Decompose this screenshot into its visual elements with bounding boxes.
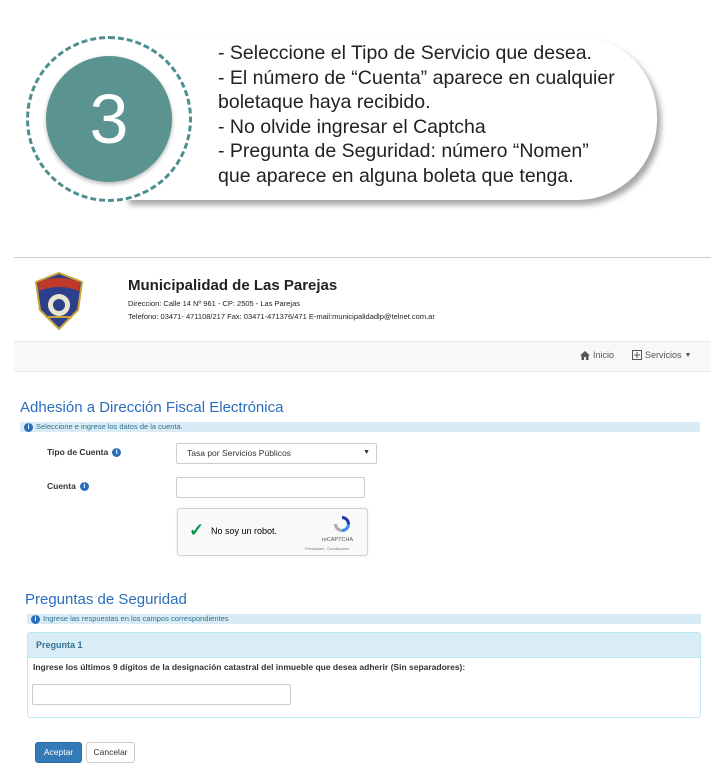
nav-home-label: Inicio <box>593 350 615 360</box>
instruction-line: - Seleccione el Tipo de Servicio que desea. <box>218 42 592 64</box>
caret-down-icon: ▼ <box>363 449 370 456</box>
header-divider <box>14 257 711 258</box>
security-answer-input[interactable] <box>32 684 291 705</box>
caret-down-icon: ▼ <box>684 351 692 359</box>
section-title-adhesion: Adhesión a Dirección Fiscal Electrónica <box>20 399 284 416</box>
recaptcha-label: No soy un robot. <box>211 526 278 536</box>
step-callout <box>0 0 714 230</box>
question-text: Ingrese los últimos 9 dígitos de la designación catastral del inmueble que desea adherir (Sin separadores): <box>33 662 466 672</box>
instruction-line: - El número de “Cuenta” aparece en cualquier <box>218 66 615 89</box>
municipality-title: Municipalidad de Las Parejas <box>128 277 338 294</box>
nav-services-dropdown[interactable] <box>632 350 691 360</box>
home-icon <box>580 351 590 360</box>
section-hint: Ingrese las respuestas en los campos correspondientes <box>43 614 229 623</box>
cuenta-label-text: Cuenta <box>47 481 76 491</box>
instruction-list <box>218 41 648 189</box>
instruction-line: - No olvide ingresar el Captcha <box>218 115 486 138</box>
section-title-preguntas: Preguntas de Seguridad <box>25 591 187 608</box>
cuenta-label <box>47 481 89 491</box>
section-hint-bar <box>20 422 700 432</box>
section-hint: Seleccione e ingrese los datos de la cuenta. <box>36 422 183 431</box>
municipality-address: Direccion: Calle 14 Nº 961 - CP: 2505 - Las Parejas <box>128 299 300 308</box>
plus-square-icon <box>632 350 642 360</box>
municipality-contact: Telefono: 03471- 471108/217 Fax: 03471-471376/471 E-mail:municipalidadlp@telnet.com.ar <box>128 312 435 321</box>
instruction-line: - Pregunta de Seguridad: número “Nomen” <box>218 140 589 163</box>
nav-home[interactable] <box>580 350 614 360</box>
nav-services-label: Servicios <box>645 350 682 360</box>
checkmark-icon[interactable]: ✓ <box>189 520 205 540</box>
step-number: 3 <box>89 80 129 158</box>
step-number-circle <box>46 56 172 182</box>
instruction-line: que aparece en alguna boleta que tenga. <box>218 164 574 187</box>
instruction-line: boletaque haya recibido. <box>218 91 431 114</box>
site-header <box>14 259 711 341</box>
tipo-cuenta-selected: Tasa por Servicios Públicos <box>187 448 291 458</box>
recaptcha-logo-icon <box>332 514 352 534</box>
cancel-button[interactable]: Cancelar <box>86 742 135 763</box>
info-icon[interactable]: i <box>80 482 89 491</box>
tipo-cuenta-label <box>47 447 121 457</box>
tipo-cuenta-select[interactable] <box>176 443 377 464</box>
recaptcha-links[interactable]: Privacidad - Condiciones <box>305 546 350 551</box>
tipo-cuenta-label-text: Tipo de Cuenta <box>47 447 109 457</box>
info-icon: i <box>31 615 40 624</box>
question-panel-title: Pregunta 1 <box>28 633 700 658</box>
section-hint-bar <box>27 614 701 624</box>
recaptcha-brand: reCAPTCHA <box>322 537 354 543</box>
cuenta-input[interactable] <box>176 477 365 498</box>
accept-button[interactable]: Aceptar <box>35 742 82 763</box>
info-icon: i <box>24 423 33 432</box>
municipality-logo <box>28 270 90 332</box>
info-icon[interactable]: i <box>112 448 121 457</box>
